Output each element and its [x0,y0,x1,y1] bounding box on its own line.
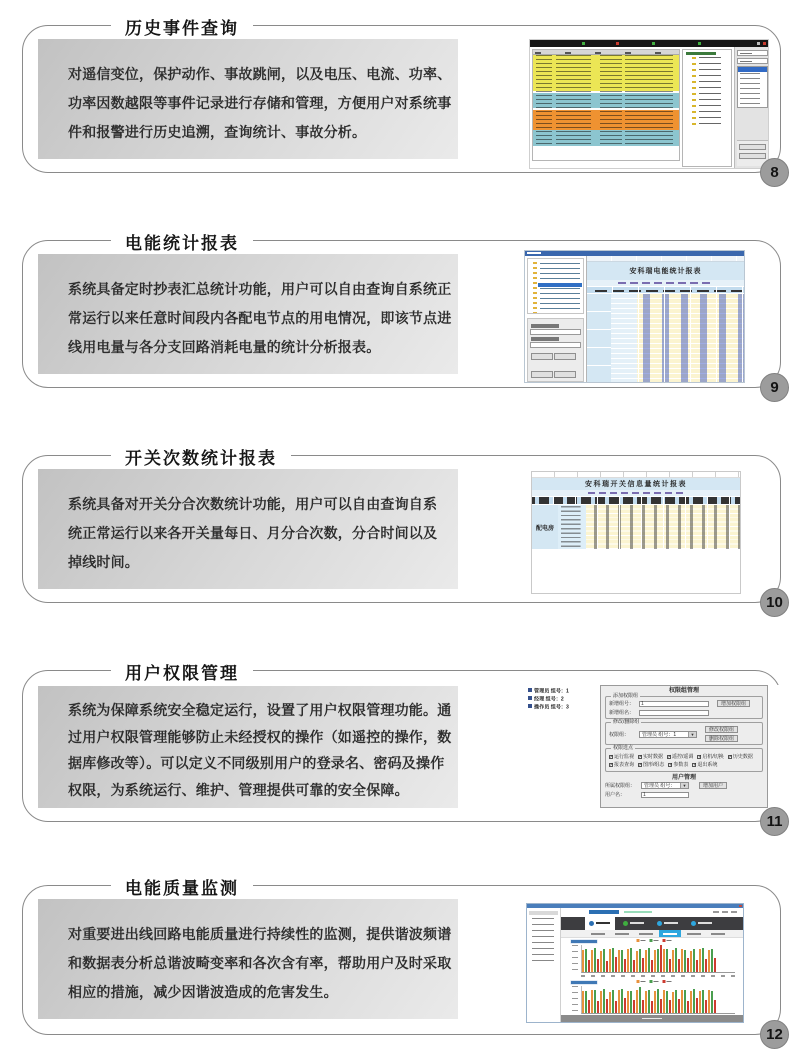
legend-swatch-orange [637,939,640,942]
sub-tab [611,930,633,937]
tree-root-icon [686,52,716,55]
end-time-field [530,342,581,348]
delete-group-button: 删除权限组 [705,735,738,742]
edit-group-box: 修改/删除组 权限组： 管理员 组号：1 ▼ 修改权限组 删除权限组 [605,722,763,745]
report-table [587,256,744,383]
selected-list-item [738,67,767,72]
description-panel [38,686,458,808]
tree-item: 操作员 组号：3 [528,702,596,710]
checkbox-checked-icon [668,763,672,767]
report-data-rows [587,294,744,383]
harmonic-chart [571,939,737,978]
nav-tab-icon [589,921,594,926]
close-icon [739,905,742,907]
description-line: 常运行以来任意时间段内各配电节点的用电情况，即该节点进 [68,310,452,326]
query-controls [527,318,584,382]
permission-checkbox: ✓ 图形/组态 [638,761,664,768]
group-tree [528,686,596,710]
nav-tab-active [585,917,615,930]
description-line: 对遥信变位，保护动作、事故跳闸，以及电压、电流、功率、 [68,66,452,82]
section-number-badge: 8 [760,158,789,187]
energy-report-screenshot [524,250,745,383]
y-axis-labels [571,945,580,973]
sub-tab [635,930,657,937]
description-line: 过用户权限管理能够防止未经授权的操作（如遥控的操作，数 [68,728,452,745]
checkbox-checked-icon [638,755,642,759]
nav-tab [653,917,683,930]
query-button [531,353,553,360]
add-group-box: 添加权限组 新增组号： 1 增加权限组 新增组名： [605,696,763,719]
sub-tab-active [659,930,681,937]
permission-checkbox: ✓ 历史数据 [728,753,753,760]
report-title: 安科瑞电能统计报表 [629,268,702,275]
sub-tab [587,930,609,937]
switch-report-screenshot [531,471,741,594]
section-switch-report [22,449,783,611]
section-user-permissions [22,664,783,830]
status-dot-green-icon [652,42,655,45]
section-title: 电能统计报表 [111,229,253,254]
circuit-tree-panel [527,908,561,1022]
section-power-quality [22,879,783,1043]
section-number-badge: 11 [760,807,789,836]
query-filter-panel [734,47,769,169]
tree-item-labels [699,57,721,127]
description-line: 功率因数越限等事件记录进行存储和管理，方便用户对系统事 [68,95,452,111]
section-box [22,234,781,396]
report-sidebar [525,256,587,383]
sub-tab-bar [561,930,743,938]
end-time-label [531,337,559,341]
close-icon [763,42,766,45]
new-group-name-input [639,710,709,716]
description-panel [38,469,458,589]
legend-swatch-red [663,939,666,942]
chart-title-bar [571,981,597,984]
event-rows-orange [533,110,679,130]
status-dot-red-icon [616,42,619,45]
window-body [525,256,744,383]
description-line: 据库修改等）。可以定义不同级别用户的登录名、密码及操作 [68,755,445,771]
username-input: 1 [641,792,689,798]
new-group-number-input: 1 [639,701,709,707]
description-panel [38,39,458,159]
section-number-badge: 12 [760,1020,789,1049]
event-rows-yellow [533,55,679,91]
event-rows-cyan [533,130,679,146]
user-management-title: 用户管理 [671,775,696,781]
history-events-screenshot [529,39,769,169]
tree-item-icons [692,57,696,127]
nav-tab-icon [657,921,662,926]
window-body [527,908,743,1022]
nav-tab [619,917,649,930]
user-group-select: 管理员 组号： ▼ [641,782,689,789]
section-title: 用户权限管理 [111,659,253,684]
selected-tree-item [538,283,582,287]
report-header-row [587,286,744,294]
device-tree-panel [682,49,732,167]
section-box [22,879,783,1043]
user-group-icon [528,688,532,692]
permission-checkbox: ✓ 参数表 [668,761,688,768]
description-panel [38,254,458,374]
chart-content [561,938,743,1015]
section-box [22,664,783,830]
description-line: 系统为保障系统安全稳定运行，设置了用户权限管理功能。通 [68,702,452,718]
sub-tab [707,930,729,937]
section-title: 历史事件查询 [111,14,253,39]
section-box [22,449,783,611]
checkbox-checked-icon [697,755,701,759]
section-box [22,19,781,181]
x-axis-labels [581,975,735,977]
start-time-field [530,329,581,335]
status-dot-green-icon [698,42,701,45]
permission-checkbox: ✓ 退出系统 [692,761,717,768]
permission-checkbox: ✓ 遥控/遥调 [667,753,693,760]
section-number-badge: 9 [760,373,789,402]
permission-checkbox: ✓ 实时数据 [638,753,663,760]
description-line: 和数据表分析总谐波畸变率和各次含有率，帮助用户及时采取 [68,955,452,971]
header-links [713,911,739,913]
report-header-row [532,496,740,505]
permission-checkbox: ✓ 报表查询 [609,761,634,768]
bar-plot [581,986,735,1014]
report-title-row [587,262,744,280]
node-tree [527,258,584,314]
report-title-row [532,478,740,490]
app-header [561,908,743,917]
nav-tab-icon [623,921,628,926]
user-group-icon [528,696,532,700]
device-name-column [558,505,586,549]
legend-swatch-red [663,980,666,983]
empty-sheet-area [532,549,740,594]
checkbox-checked-icon [609,755,613,759]
y-axis-labels [571,986,580,1014]
export-button [739,153,766,159]
section-energy-report [22,234,781,396]
power-quality-screenshot [526,903,744,1023]
checkbox-checked-icon [609,763,613,767]
tree-item-lines [532,918,554,964]
legend-swatch-green [650,939,653,942]
nav-tab-icon [691,921,696,926]
tree-item: 管理员 组号：1 [528,686,596,694]
description-line: 统正常运行以来各开关量每日、月分合次数，分合时间以及 [68,525,438,541]
description-line: 对重要进出线回路电能质量进行持续性的监测，提供谐波频谱 [68,926,452,942]
event-table [532,49,680,161]
event-table-rows [533,55,679,161]
description-line: 掉线时间。 [68,554,139,570]
location-cell: 配电房 [532,505,558,549]
chart-legend [635,980,674,983]
status-dot-green-icon [582,42,585,45]
permission-checkbox: ✓ 启机/切换 [697,753,723,760]
legend-swatch-orange [637,980,640,983]
legend-swatch-green [650,980,653,983]
window-body [530,47,768,169]
report-title: 安科瑞开关信息量统计报表 [585,481,687,488]
main-area [561,908,743,1022]
description-line: 线用电量与各分支回路消耗电量的统计分析报表。 [68,339,381,355]
checkbox-checked-icon [667,755,671,759]
selected-tree-item [529,911,558,915]
permission-checkbox: ✓ 运行监视 [609,753,634,760]
add-user-button: 增加用户 [699,782,727,789]
print-button [554,371,576,378]
permission-group-dialog: 权限组管理 添加权限组 新增组号： 1 增加权限组 新增组名： 修改/删除组 权限组： 管理员 组号：1 ▼ 修改权限组 删除权限组 权限选点 ✓ 运行监视 ✓ 实时数据 ✓ 遥控/遥调 ✓ 启机/切换 ✓ 历史数据 ✓ 报表查询 ✓ 图形/组态 ✓ 参数表 ✓ 退出系统 用户管理 所属权限组： 管理员 组号： ▼ 增加用户 用户名： 1 [600,685,768,808]
start-time-label [531,324,559,328]
section-number-badge: 10 [760,588,789,617]
section-title: 电能质量监测 [111,874,253,899]
tree-item: 经理 组号：2 [528,694,596,702]
end-date-field [737,58,768,64]
checkbox-checked-icon [692,763,696,767]
preview-button [554,353,576,360]
app-footer [561,1015,743,1022]
description-line: 系统具备定时抄表汇总统计功能，用户可以自由查询自系统正 [68,281,452,297]
description-line: 系统具备对开关分合次数统计功能，用户可以自由查询自系 [68,496,438,512]
harmonic-chart [571,980,737,1019]
section-title: 开关次数统计报表 [111,444,291,469]
description-panel [38,899,458,1019]
add-group-button: 增加权限组 [717,700,750,707]
user-group-icon [528,704,532,708]
section-history-events [22,19,781,181]
dialog-title: 权限组管理 [668,688,699,694]
bar-plot [581,945,735,973]
query-button [739,144,766,150]
chart-title-bar [571,940,597,943]
app-logo [589,910,619,914]
event-rows-cyan [533,93,679,108]
checkbox-checked-icon [728,755,732,759]
maximize-icon [757,42,760,45]
chart-legend [635,939,674,942]
description-line: 权限，为系统运行、维护、管理提供可靠的安全保障。 [68,781,409,798]
main-nav-bar [561,917,743,930]
modify-group-button: 修改权限组 [705,726,738,733]
start-date-field [737,50,768,56]
nav-tab [687,917,717,930]
event-type-listbox [737,66,768,108]
description-line: 相应的措施，减少因谐波造成的危害发生。 [68,984,338,1000]
description-line: 件和报警进行历史追溯，查询统计、事故分析。 [68,124,367,140]
report-data-rows [532,505,740,549]
sub-tab [683,930,705,937]
permission-points-box: 权限选点 ✓ 运行监视 ✓ 实时数据 ✓ 遥控/遥调 ✓ 启机/切换 ✓ 历史数据 ✓ 报表查询 ✓ 图形/组态 ✓ 参数表 ✓ 退出系统 [605,748,763,772]
export-button [531,371,553,378]
window-titlebar [530,40,768,47]
group-select: 管理员 组号：1 ▼ [639,731,697,738]
checkbox-checked-icon [638,763,642,767]
permission-dialog-screenshot [528,685,781,808]
